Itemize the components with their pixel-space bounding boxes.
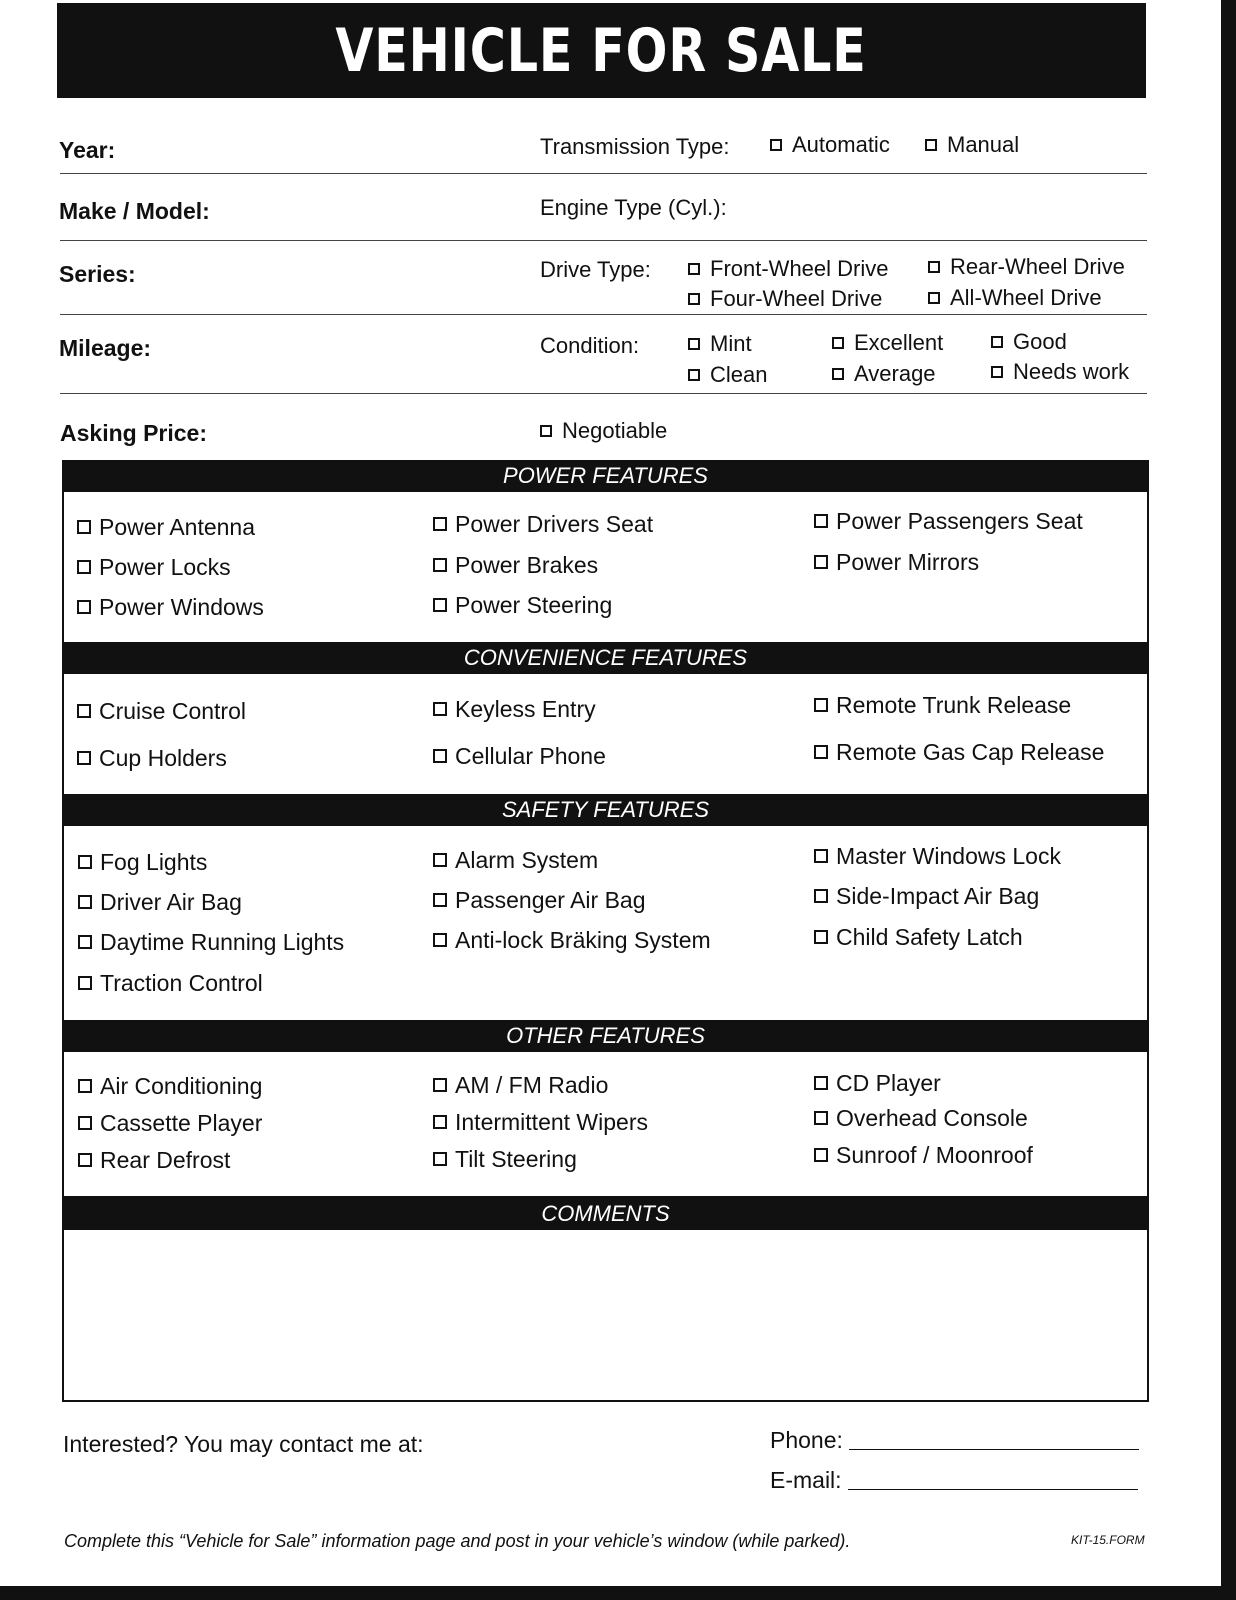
drive-four-wheel[interactable]: Four-Wheel Drive bbox=[688, 286, 882, 312]
checkbox-icon bbox=[78, 935, 92, 949]
safety-features-header: SAFETY FEATURES bbox=[62, 794, 1149, 826]
transmission-label: Transmission Type: bbox=[540, 134, 730, 159]
feature-intermittent-wipers[interactable]: Intermittent Wipers bbox=[433, 1109, 648, 1136]
contact-prompt: Interested? You may contact me at: bbox=[63, 1431, 424, 1457]
phone-field[interactable] bbox=[770, 1427, 1139, 1454]
checkbox-icon bbox=[78, 855, 92, 869]
mileage-label: Mileage: bbox=[59, 335, 152, 361]
power-features-header: POWER FEATURES bbox=[62, 460, 1149, 492]
year-label: Year: bbox=[59, 137, 116, 163]
checkbox-icon bbox=[77, 560, 91, 574]
drive-front-wheel[interactable]: Front-Wheel Drive bbox=[688, 256, 888, 282]
checkbox-icon bbox=[78, 976, 92, 990]
convenience-features-header: CONVENIENCE FEATURES bbox=[62, 642, 1149, 674]
page-border-bottom bbox=[0, 1586, 1236, 1600]
condition-needs-work[interactable]: Needs work bbox=[991, 359, 1129, 385]
title-banner bbox=[57, 3, 1146, 98]
checkbox-icon bbox=[814, 930, 828, 944]
checkbox-icon bbox=[814, 745, 828, 759]
checkbox-icon bbox=[925, 139, 937, 151]
feature-alarm-system[interactable]: Alarm System bbox=[433, 847, 598, 874]
checkbox-icon bbox=[78, 1153, 92, 1167]
page-border-right bbox=[1221, 0, 1236, 1600]
checkbox-icon bbox=[814, 1076, 828, 1090]
price-negotiable[interactable]: Negotiable bbox=[540, 418, 667, 444]
checkbox-icon bbox=[433, 1078, 447, 1092]
checkbox-icon bbox=[814, 849, 828, 863]
feature-keyless-entry[interactable]: Keyless Entry bbox=[433, 696, 596, 723]
checkbox-icon bbox=[77, 704, 91, 718]
feature-child-safety-latch[interactable]: Child Safety Latch bbox=[814, 924, 1023, 951]
checkbox-icon bbox=[433, 933, 447, 947]
checkbox-icon bbox=[688, 369, 700, 381]
feature-daytime-running-lights[interactable]: Daytime Running Lights bbox=[78, 929, 344, 956]
checkbox-icon bbox=[832, 337, 844, 349]
condition-good[interactable]: Good bbox=[991, 329, 1067, 355]
feature-anti-lock-braking[interactable]: Anti-lock Bräking System bbox=[433, 927, 711, 954]
email-line bbox=[848, 1489, 1138, 1490]
feature-power-windows[interactable]: Power Windows bbox=[77, 594, 264, 621]
condition-label: Condition: bbox=[540, 333, 640, 358]
checkbox-icon bbox=[814, 555, 828, 569]
feature-power-steering[interactable]: Power Steering bbox=[433, 592, 612, 619]
divider bbox=[60, 240, 1147, 241]
drive-type-label: Drive Type: bbox=[540, 257, 651, 282]
checkbox-icon bbox=[688, 338, 700, 350]
feature-power-drivers-seat[interactable]: Power Drivers Seat bbox=[433, 511, 653, 538]
feature-cd-player[interactable]: CD Player bbox=[814, 1070, 941, 1097]
checkbox-icon bbox=[928, 261, 940, 273]
checkbox-icon bbox=[77, 600, 91, 614]
checkbox-icon bbox=[814, 698, 828, 712]
feature-cup-holders[interactable]: Cup Holders bbox=[77, 745, 227, 772]
asking-price-label: Asking Price: bbox=[60, 420, 207, 446]
form-code: KIT-15.FORM bbox=[1071, 1533, 1145, 1547]
checkbox-icon bbox=[814, 1111, 828, 1125]
checkbox-icon bbox=[928, 292, 940, 304]
divider bbox=[60, 314, 1147, 315]
other-features-header: OTHER FEATURES bbox=[62, 1020, 1149, 1052]
feature-cassette-player[interactable]: Cassette Player bbox=[78, 1110, 262, 1137]
condition-average[interactable]: Average bbox=[832, 361, 936, 387]
checkbox-icon bbox=[991, 366, 1003, 378]
feature-power-mirrors[interactable]: Power Mirrors bbox=[814, 549, 979, 576]
checkbox-icon bbox=[433, 893, 447, 907]
checkbox-icon bbox=[78, 895, 92, 909]
checkbox-icon bbox=[814, 514, 828, 528]
feature-power-brakes[interactable]: Power Brakes bbox=[433, 552, 598, 579]
feature-cellular-phone[interactable]: Cellular Phone bbox=[433, 743, 606, 770]
feature-master-windows-lock[interactable]: Master Windows Lock bbox=[814, 843, 1061, 870]
engine-type-label: Engine Type (Cyl.): bbox=[540, 195, 727, 220]
email-field[interactable] bbox=[770, 1467, 1138, 1494]
condition-excellent[interactable]: Excellent bbox=[832, 330, 943, 356]
checkbox-icon bbox=[77, 520, 91, 534]
phone-line bbox=[849, 1449, 1139, 1450]
feature-traction-control[interactable]: Traction Control bbox=[78, 970, 263, 997]
feature-sunroof-moonroof[interactable]: Sunroof / Moonroof bbox=[814, 1142, 1033, 1169]
checkbox-icon bbox=[814, 889, 828, 903]
checkbox-icon bbox=[433, 558, 447, 572]
checkbox-icon bbox=[770, 139, 782, 151]
phone-label: Phone: bbox=[770, 1427, 843, 1453]
feature-side-impact-air-bag[interactable]: Side-Impact Air Bag bbox=[814, 883, 1039, 910]
checkbox-icon bbox=[991, 336, 1003, 348]
footer-note: Complete this “Vehicle for Sale” information page and post in your vehicle’s window (while parked). bbox=[64, 1531, 851, 1551]
checkbox-icon bbox=[433, 853, 447, 867]
series-label: Series: bbox=[59, 261, 136, 287]
checkbox-icon bbox=[433, 749, 447, 763]
checkbox-icon bbox=[433, 517, 447, 531]
checkbox-icon bbox=[540, 425, 552, 437]
email-label: E-mail: bbox=[770, 1467, 842, 1493]
transmission-manual[interactable]: Manual bbox=[925, 132, 1019, 158]
checkbox-icon bbox=[433, 702, 447, 716]
feature-power-locks[interactable]: Power Locks bbox=[77, 554, 231, 581]
feature-tilt-steering[interactable]: Tilt Steering bbox=[433, 1146, 577, 1173]
checkbox-icon bbox=[832, 368, 844, 380]
divider bbox=[60, 173, 1147, 174]
checkbox-icon bbox=[77, 751, 91, 765]
page-title: VEHICLE FOR SALE bbox=[335, 15, 868, 86]
checkbox-icon bbox=[78, 1116, 92, 1130]
checkbox-icon bbox=[78, 1079, 92, 1093]
checkbox-icon bbox=[814, 1148, 828, 1162]
make-model-label: Make / Model: bbox=[59, 198, 210, 224]
comments-header: COMMENTS bbox=[62, 1198, 1149, 1230]
feature-overhead-console[interactable]: Overhead Console bbox=[814, 1105, 1028, 1132]
feature-power-passengers-seat[interactable]: Power Passengers Seat bbox=[814, 508, 1083, 535]
condition-clean[interactable]: Clean bbox=[688, 362, 767, 388]
feature-am-fm-radio[interactable]: AM / FM Radio bbox=[433, 1072, 608, 1099]
feature-remote-trunk-release[interactable]: Remote Trunk Release bbox=[814, 692, 1071, 719]
checkbox-icon bbox=[433, 1115, 447, 1129]
feature-power-antenna[interactable]: Power Antenna bbox=[77, 514, 255, 541]
feature-remote-gas-cap-release[interactable]: Remote Gas Cap Release bbox=[814, 739, 1104, 766]
checkbox-icon bbox=[688, 293, 700, 305]
drive-rear-wheel[interactable]: Rear-Wheel Drive bbox=[928, 254, 1125, 280]
feature-rear-defrost[interactable]: Rear Defrost bbox=[78, 1147, 230, 1174]
feature-air-conditioning[interactable]: Air Conditioning bbox=[78, 1073, 262, 1100]
divider bbox=[60, 393, 1147, 394]
condition-mint[interactable]: Mint bbox=[688, 331, 752, 357]
checkbox-icon bbox=[433, 1152, 447, 1166]
checkbox-icon bbox=[433, 598, 447, 612]
drive-all-wheel[interactable]: All-Wheel Drive bbox=[928, 285, 1102, 311]
feature-passenger-air-bag[interactable]: Passenger Air Bag bbox=[433, 887, 646, 914]
feature-fog-lights[interactable]: Fog Lights bbox=[78, 849, 207, 876]
transmission-automatic[interactable]: Automatic bbox=[770, 132, 890, 158]
checkbox-icon bbox=[688, 263, 700, 275]
feature-driver-air-bag[interactable]: Driver Air Bag bbox=[78, 889, 242, 916]
feature-cruise-control[interactable]: Cruise Control bbox=[77, 698, 246, 725]
